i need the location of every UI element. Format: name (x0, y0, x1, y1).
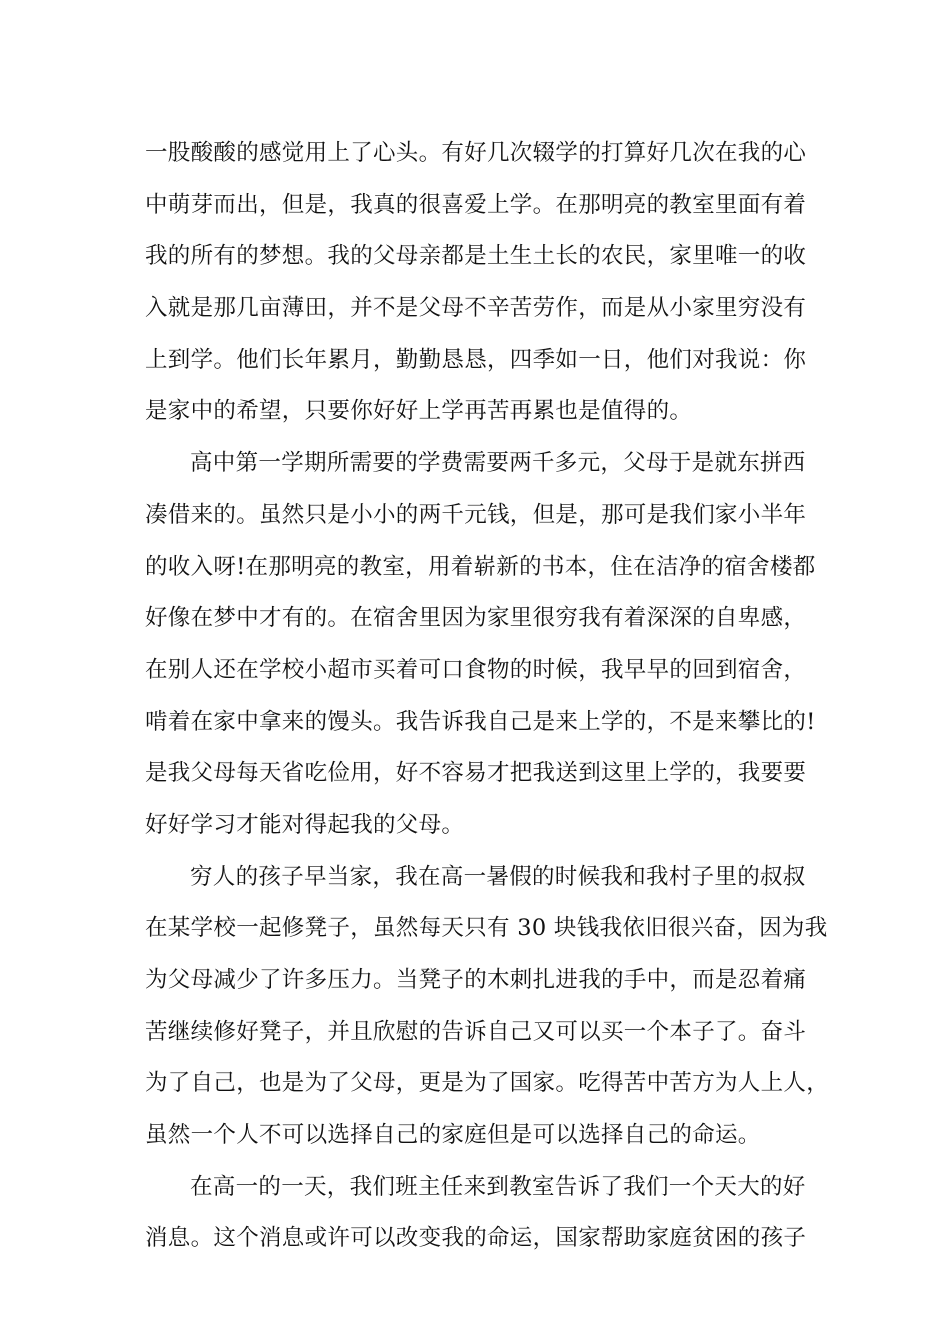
text-line: 虽然一个人不可以选择自己的家庭但是可以选择自己的命运。 (145, 1122, 761, 1149)
text-line: 好好学习才能对得起我的父母。 (145, 811, 465, 838)
text-line: 为了自己，也是为了父母，更是为了国家。吃得苦中苦方为人上人， (145, 1070, 830, 1097)
document-body (145, 135, 830, 1272)
text-line: 中萌芽而出，但是，我真的很喜爱上学。在那明亮的教室里面有着 (145, 191, 807, 218)
text-line: 是家中的希望，只要你好好上学再苦再累也是值得的。 (145, 398, 693, 425)
text-line: 消息。这个消息或许可以改变我的命运，国家帮助家庭贫困的孩子 (145, 1225, 807, 1252)
text-line: 苦继续修好凳子，并且欣慰的告诉自己又可以买一个本子了。奋斗 (145, 1018, 807, 1045)
text-line: 啃着在家中拿来的馒头。我告诉我自己是来上学的，不是来攀比的! (145, 708, 816, 735)
text-line: 上到学。他们长年累月，勤勤恳恳，四季如一日，他们对我说：你 (145, 346, 807, 373)
text-line: 一股酸酸的感觉用上了心头。有好几次辍学的打算好几次在我的心 (145, 140, 807, 166)
text-line: 我的所有的梦想。我的父母亲都是土生土长的农民，家里唯一的收 (145, 243, 807, 270)
text-line: 在别人还在学校小超市买着可口食物的时候，我早早的回到宿舍， (145, 656, 807, 683)
text-line: 在某学校一起修凳子，虽然每天只有 30 块钱我依旧很兴奋，因为我 (145, 915, 828, 942)
text-line: 为父母减少了许多压力。当凳子的木刺扎进我的手中，而是忍着痛 (145, 967, 807, 993)
text-line: 凑借来的。虽然只是小小的两千元钱，但是，那可是我们家小半年 (145, 501, 807, 528)
text-line: 好像在梦中才有的。在宿舍里因为家里很穷我有着深深的自卑感， (145, 605, 807, 632)
paragraph-start-line: 高中第一学期所需要的学费需要两千多元，父母于是就东拼西 (190, 450, 806, 477)
text-line: 的收入呀!在那明亮的教室，用着崭新的书本，住在洁净的宿舍楼都 (145, 553, 816, 580)
text-line: 是我父母每天省吃俭用，好不容易才把我送到这里上学的，我要要 (145, 760, 807, 787)
paragraph-start-line: 在高一的一天，我们班主任来到教室告诉了我们一个天大的好 (190, 1173, 806, 1200)
text-line: 入就是那几亩薄田，并不是父母不辛苦劳作，而是从小家里穷没有 (145, 295, 807, 322)
paragraph-start-line: 穷人的孩子早当家，我在高一暑假的时候我和我村子里的叔叔 (190, 863, 806, 890)
